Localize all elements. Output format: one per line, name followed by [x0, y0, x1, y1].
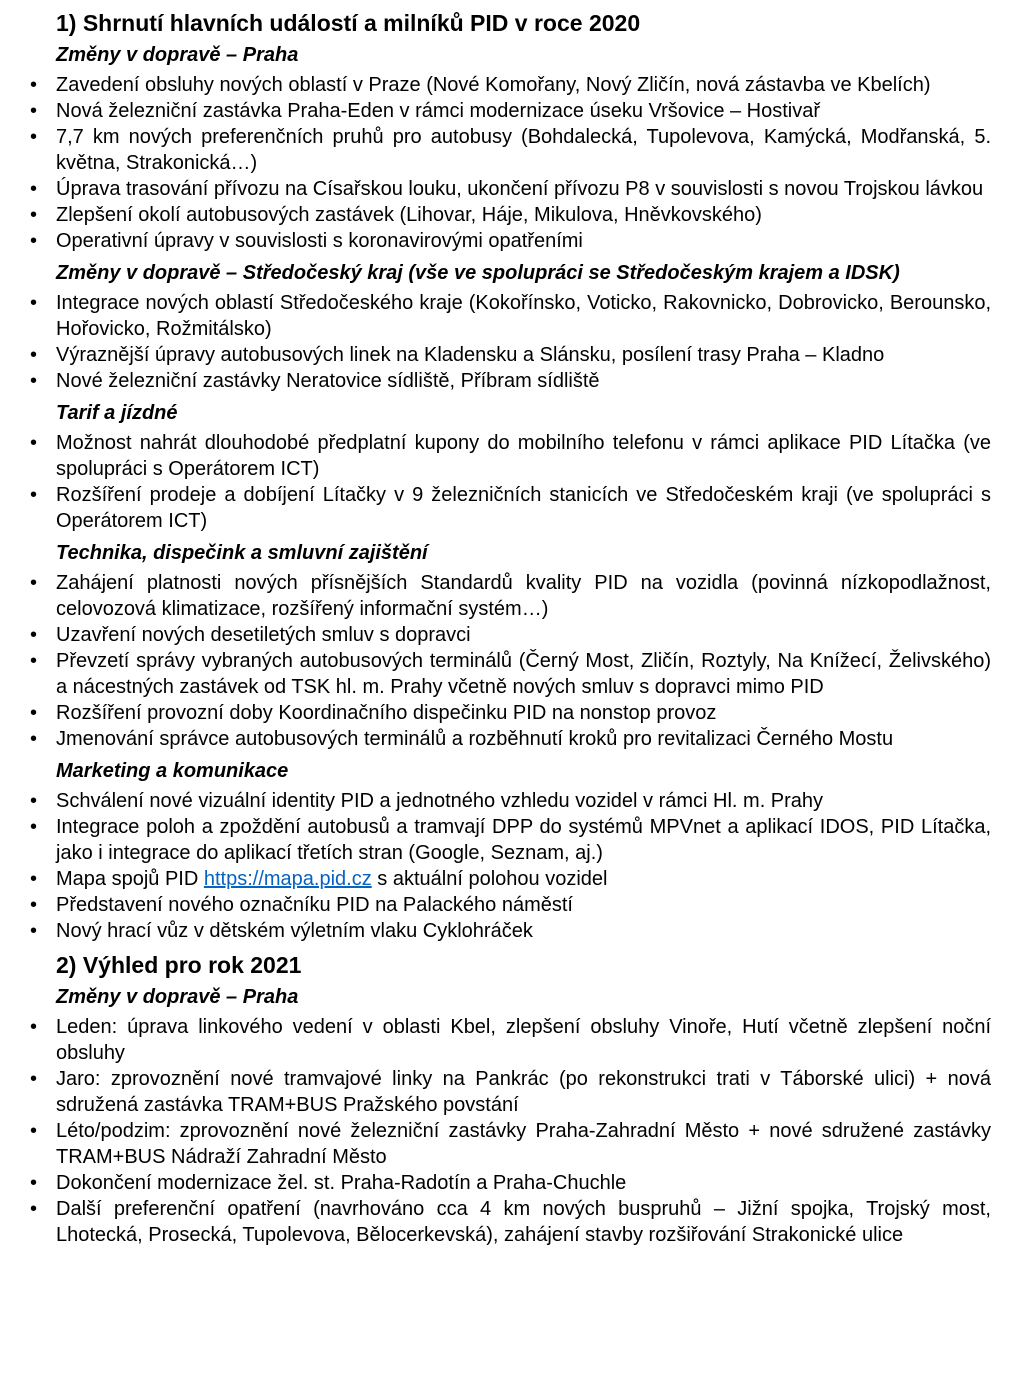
bullet-list — [28, 788, 991, 944]
bullet-list — [28, 72, 991, 254]
list-item — [28, 228, 991, 254]
list-item-text: Integrace nových oblastí Středočeského kraje (Kokořínsko, Voticko, Rakovnicko, Dobrovicko, Berounsko, Hořovicko, Rožmitálsko) — [56, 292, 991, 340]
subsection-heading: Tarif a jízdné — [56, 402, 178, 424]
list-item — [28, 368, 991, 394]
list-item-text: Rozšíření prodeje a dobíjení Lítačky v 9 železničních stanicích ve Středočeském kraji (ve spolupráci s Operátorem ICT) — [56, 484, 991, 532]
list-item — [28, 788, 991, 814]
list-item-text: Uzavření nových desetiletých smluv s dopravci — [56, 624, 471, 646]
bullet-list — [28, 570, 991, 752]
list-item-text: Představení nového označníku PID na Palackého náměstí — [56, 894, 573, 916]
list-item — [28, 814, 991, 866]
list-item — [28, 1014, 991, 1066]
bullet-list — [28, 430, 991, 534]
list-item — [28, 866, 991, 892]
list-item — [28, 430, 991, 482]
list-item-text: Rozšíření provozní doby Koordinačního dispečinku PID na nonstop provoz — [56, 702, 717, 724]
list-item-text: Mapa spojů PID — [56, 868, 204, 890]
list-item-text: Zavedení obsluhy nových oblastí v Praze (Nové Komořany, Nový Zličín, nová zástavba ve Kbelích) — [56, 74, 931, 96]
list-item-text: Výraznější úpravy autobusových linek na Kladensku a Slánsku, posílení trasy Praha – Kladno — [56, 344, 885, 366]
list-item-text: Nový hrací vůz v dětském výletním vlaku Cyklohráček — [56, 920, 533, 942]
list-item — [28, 726, 991, 752]
list-item — [28, 622, 991, 648]
subsection-heading: Marketing a komunikace — [56, 760, 289, 782]
list-item-text: 7,7 km nových preferenčních pruhů pro autobusy (Bohdalecká, Tupolevova, Kamýcká, Modřanská, 5. května, Strakonická…) — [56, 126, 991, 174]
list-item — [28, 124, 991, 176]
bullet-list — [28, 290, 991, 394]
list-item-text: Leden: úprava linkového vedení v oblasti Kbel, zlepšení obsluhy Vinoře, Hutí včetně zlepšení noční obsluhy — [56, 1016, 991, 1064]
list-item — [28, 342, 991, 368]
list-item — [28, 98, 991, 124]
list-item-text: Zahájení platnosti nových přísnějších Standardů kvality PID na vozidla (povinná nízkopodlažnost, celovozová klimatizace, rozšířený informační systém…) — [56, 572, 991, 620]
list-item-text: Dokončení modernizace žel. st. Praha-Radotín a Praha-Chuchle — [56, 1172, 627, 1194]
list-item-text: Schválení nové vizuální identity PID a jednotného vzhledu vozidel v rámci Hl. m. Prahy — [56, 790, 824, 812]
subsection-heading: Změny v dopravě – Středočeský kraj (vše ve spolupráci se Středočeským krajem a IDSK) — [56, 262, 900, 284]
list-item — [28, 482, 991, 534]
list-item-text: Jaro: zprovoznění nové tramvajové linky na Pankrác (po rekonstrukci trati v Táborské ulici) + nová sdružená zastávka TRAM+BUS Pražského povstání — [56, 1068, 991, 1116]
list-item-text: Nové železniční zastávky Neratovice sídliště, Příbram sídliště — [56, 370, 600, 392]
subsection-heading: Změny v dopravě – Praha — [56, 44, 299, 66]
list-item — [28, 176, 991, 202]
list-item-text: Nová železniční zastávka Praha-Eden v rámci modernizace úseku Vršovice – Hostivař — [56, 100, 821, 122]
list-item-text: Možnost nahrát dlouhodobé předplatní kupony do mobilního telefonu v rámci aplikace PID Lítačka (ve spolupráci s Operátorem ICT) — [56, 432, 991, 480]
map-link[interactable]: https://mapa.pid.cz — [203, 868, 372, 890]
list-item-text: Jmenování správce autobusových terminálů a rozběhnutí kroků pro revitalizaci Černého Mostu — [56, 728, 894, 750]
list-item-text: Léto/podzim: zprovoznění nové železniční zastávky Praha-Zahradní Město + nové sdružené zastávky TRAM+BUS Nádraží Zahradní Město — [56, 1120, 991, 1168]
list-item — [28, 72, 991, 98]
list-item — [28, 570, 991, 622]
section-heading: 2) Výhled pro rok 2021 — [56, 952, 302, 978]
list-item — [28, 1170, 991, 1196]
list-item-text: Úprava trasování přívozu na Císařskou louku, ukončení přívozu P8 v souvislosti s novou Trojskou lávkou — [56, 178, 984, 200]
section-heading: 1) Shrnutí hlavních událostí a milníků PID v roce 2020 — [56, 10, 641, 36]
list-item — [28, 648, 991, 700]
list-item — [28, 1066, 991, 1118]
list-item — [28, 892, 991, 918]
list-item-text: s aktuální polohou vozidel — [371, 868, 608, 890]
subsection-heading: Změny v dopravě – Praha — [56, 986, 299, 1008]
list-item — [28, 1118, 991, 1170]
list-item-text: Další preferenční opatření (navrhováno cca 4 km nových buspruhů – Jižní spojka, Trojský most, Lhotecká, Prosecká, Tupolevova, Bělocerkevská), zahájení stavby rozšiřování Strakonické ulice — [56, 1198, 991, 1246]
list-item-text: Operativní úpravy v souvislosti s koronavirovými opatřeními — [56, 230, 583, 252]
list-item — [28, 1196, 991, 1248]
subsection-heading: Technika, dispečink a smluvní zajištění — [56, 542, 428, 564]
list-item-text: Převzetí správy vybraných autobusových terminálů (Černý Most, Zličín, Roztyly, Na Knížecí, Želivského) a nácestných zastávek od TSK hl. m. Prahy včetně nových smluv s dopravci mimo PID — [56, 650, 991, 698]
list-item — [28, 202, 991, 228]
list-item-text: Zlepšení okolí autobusových zastávek (Lihovar, Háje, Mikulova, Hněvkovského) — [56, 204, 762, 226]
list-item — [28, 918, 991, 944]
list-item — [28, 700, 991, 726]
list-item — [28, 290, 991, 342]
bullet-list — [28, 1014, 991, 1248]
list-item-text: Integrace poloh a zpoždění autobusů a tramvají DPP do systémů MPVnet a aplikací IDOS, PID Lítačka, jako i integrace do aplikací třetích stran (Google, Seznam, aj.) — [56, 816, 991, 864]
